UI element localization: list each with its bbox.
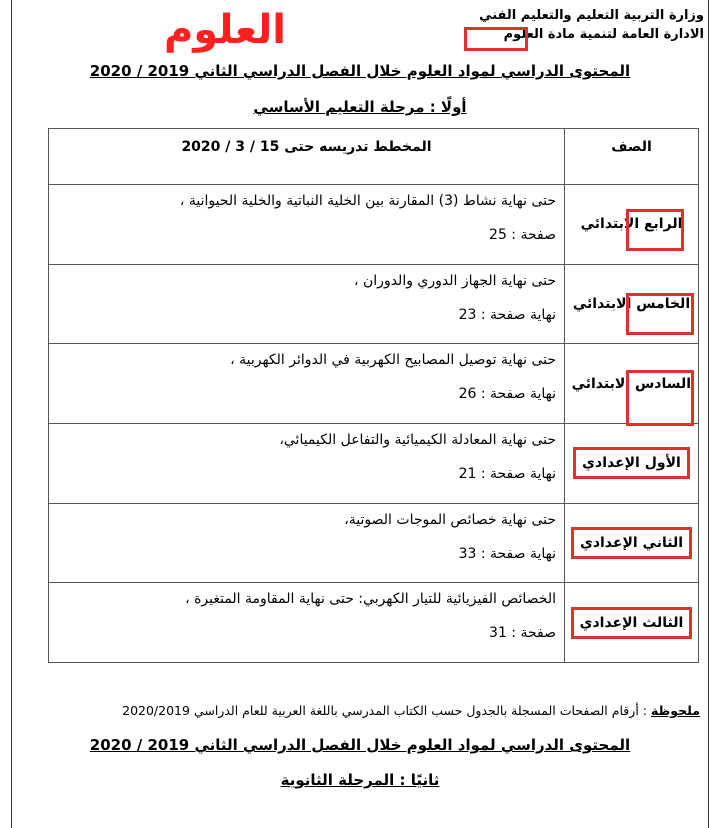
ministry-line-2: الادارة العامة لتنمية مادة العلوم [503, 27, 704, 42]
table-row [49, 423, 699, 503]
section-title-secondary: ثانيًا : المرحلة الثانوية [280, 771, 440, 789]
highlight-box [626, 293, 694, 335]
header-class: الصف [565, 129, 699, 185]
schedule-table [48, 128, 699, 663]
plan-text: حتى نهاية توصيل المصابيح الكهربية في الدوائر الكهربية ، [230, 352, 556, 369]
class-name: الخامس الابتدائي [572, 295, 691, 312]
page-border-right [708, 0, 709, 828]
plan-text: حتى نهاية خصائص الموجات الصوتية، [344, 511, 556, 528]
section-title-basic: أولًا : مرحلة التعليم الأساسي [253, 98, 467, 116]
page-border-left [11, 0, 12, 828]
main-title-repeat: المحتوى الدراسي لمواد العلوم خلال الفصل الدراسي الثاني 2019 / 2020 [89, 736, 631, 754]
class-name-highlighted: الأول الإعدادي [573, 447, 690, 479]
class-name-highlighted: الثالث الإعدادي [571, 607, 693, 639]
plan-page: صفحة : 25 [489, 227, 556, 243]
plan-cell [49, 344, 565, 424]
highlight-box [626, 370, 694, 426]
plan-text: حتى نهاية المعادلة الكيميائية والتفاعل الكيميائي، [279, 431, 556, 448]
plan-page: نهاية صفحة : 26 [458, 386, 556, 403]
plan-page: نهاية صفحة : 23 [458, 306, 556, 323]
subject-watermark: العلوم [163, 7, 287, 53]
class-cell [565, 264, 699, 344]
table-row [49, 264, 699, 344]
plan-text: حتى نهاية الجهاز الدوري والدوران ، [354, 272, 556, 289]
class-cell [565, 344, 699, 424]
plan-cell [49, 423, 565, 503]
plan-page: صفحة : 31 [489, 625, 556, 642]
class-cell [565, 583, 699, 663]
table-row [49, 583, 699, 663]
plan-cell [49, 583, 565, 663]
footnote-label: ملحوظة [650, 703, 700, 718]
class-cell [565, 503, 699, 583]
footnote [40, 703, 700, 718]
highlight-box [626, 209, 684, 251]
subject-highlight-box [464, 27, 528, 51]
class-cell [565, 423, 699, 503]
class-name-highlighted: الثاني الإعدادي [571, 527, 692, 559]
class-cell [565, 185, 699, 265]
table-row [49, 185, 699, 265]
class-name: الرابع الابتدائي [580, 216, 683, 233]
table-header-row [49, 129, 699, 185]
plan-cell [49, 503, 565, 583]
header-plan: المخطط تدريسه حتى 15 / 3 / 2020 [49, 129, 565, 185]
plan-cell [49, 264, 565, 344]
plan-text: حتى نهاية نشاط (3) المقارنة بين الخلية النباتية والخلية الحيوانية ، [179, 193, 556, 209]
class-name: السادس الابتدائي [571, 375, 691, 392]
main-title: المحتوى الدراسي لمواد العلوم خلال الفصل الدراسي الثاني 2019 / 2020 [89, 62, 631, 80]
plan-text: الخصائص الفيزيائية للتيار الكهربي: حتى نهاية المقاومة المتغيرة ، [185, 591, 556, 608]
ministry-line-1: وزارة التربية التعليم والتعليم الفني [479, 8, 704, 23]
plan-cell [49, 185, 565, 265]
plan-page: نهاية صفحة : 33 [458, 545, 556, 562]
table-row [49, 503, 699, 583]
table-row [49, 344, 699, 424]
footnote-text: : أرقام الصفحات المسجلة بالجدول حسب الكتاب المدرسي باللغة العربية للعام الدراسي 2020/2019 [122, 703, 651, 718]
plan-page: نهاية صفحة : 21 [458, 465, 556, 482]
